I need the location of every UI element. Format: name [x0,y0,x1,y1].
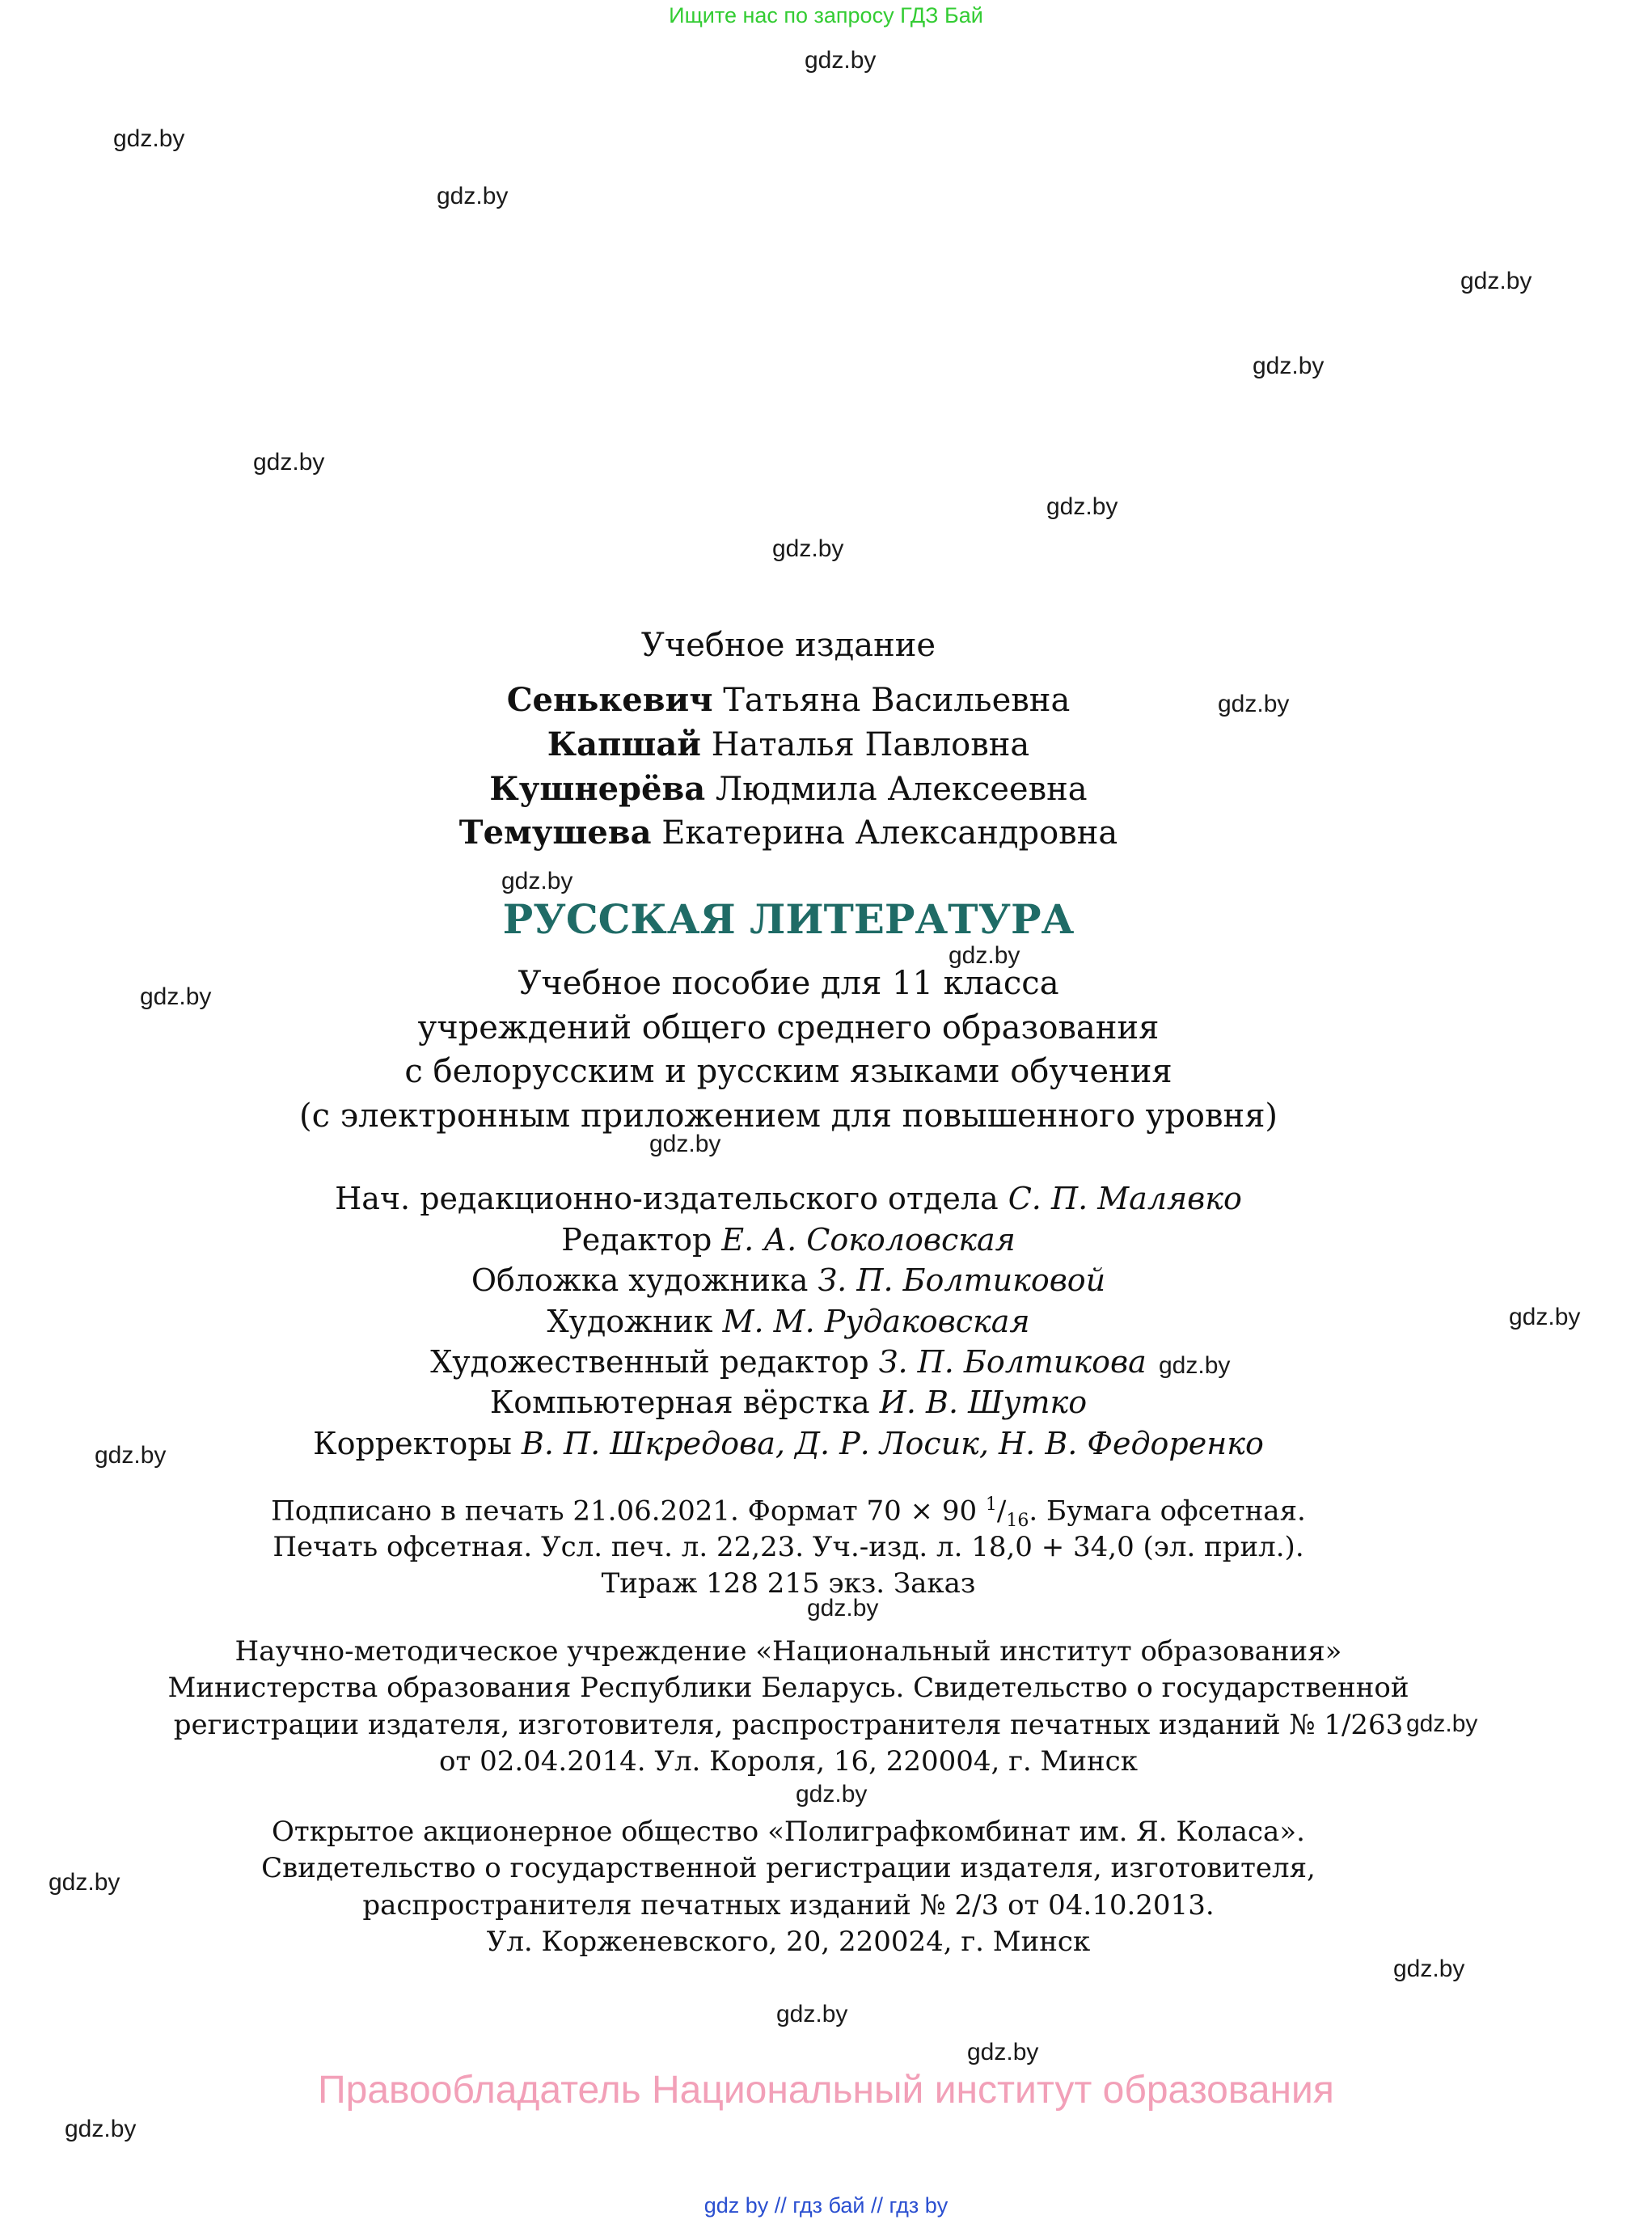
author-given: Екатерина Александровна [661,814,1118,852]
credit-role: Обложка художника [471,1262,809,1298]
author-given: Татьяна Васильевна [723,682,1071,719]
printer-line: Свидетельство о государственной регистрации издателя, изготовителя, [261,1852,1316,1884]
watermark: gdz.by [113,125,185,152]
author-surname: Темушева [458,814,652,852]
watermark: gdz.by [796,1781,868,1808]
subtitle-line: учреждений общего среднего образования [417,1009,1160,1046]
watermark: gdz.by [501,868,573,894]
watermark: gdz.by [1460,268,1532,294]
publisher-line: от 02.04.2014. Ул. Короля, 16, 220004, г. Минск [439,1745,1138,1778]
author-surname: Кушнерёва [489,770,706,808]
author-line [0,814,1577,852]
search-banner[interactable]: Ищите нас по запросу ГДЗ Бай [669,3,983,27]
watermark: gdz.by [65,2116,137,2142]
watermark: gdz.by [1159,1352,1231,1379]
print-info-line: Подписано в печать 21.06.2021. Формат 70 × 90 $^1/_{16}$. Бумага офсетная. [271,1495,1306,1532]
author-surname: Капшай [547,725,701,763]
footer-links[interactable]: gdz by // гдз бай // гдз by [703,2193,949,2218]
printer-line: Ул. Корженевского, 20, 220024, г. Минск [486,1926,1091,1958]
edition-type: Учебное издание [640,627,936,664]
author-line [0,770,1577,808]
subtitle-line: с белорусским и русским языками обучения [404,1053,1172,1090]
watermark: gdz.by [1218,691,1290,717]
credit-role: Корректоры [313,1426,512,1461]
rights-holder: Правообладатель Национальный институт образования [318,2069,1334,2112]
credit-name: З. П. Болтиковой [818,1262,1106,1298]
watermark: gdz.by [772,535,844,562]
author-given: Людмила Алексеевна [715,771,1088,808]
watermark: gdz.by [649,1131,721,1157]
subtitle-line: Учебное пособие для 11 класса [518,965,1059,1002]
credit-name: Е. А. Соколовская [721,1222,1016,1258]
publisher-line: Научно-методическое учреждение «Национальный институт образования» [234,1635,1342,1668]
credit-name: И. В. Шутко [879,1385,1088,1420]
author-line [0,725,1577,763]
credit-line [0,1344,1577,1380]
print-format: Подписано в печать 21.06.2021. Формат 70 × 90 [271,1495,978,1528]
watermark: gdz.by [253,449,325,476]
credit-role: Художник [547,1304,713,1339]
watermark: gdz.by [805,47,877,74]
credit-line [0,1428,1577,1459]
watermark: gdz.by [49,1869,120,1896]
credit-line [0,1222,1577,1258]
watermark: gdz.by [1509,1304,1581,1330]
credit-role: Художественный редактор [430,1344,869,1380]
watermark: gdz.by [807,1595,879,1621]
credit-role: Нач. редакционно-издательского отдела [335,1181,999,1216]
watermark: gdz.by [1406,1710,1478,1737]
watermark: gdz.by [95,1442,167,1469]
credit-name: З. П. Болтикова [878,1344,1147,1380]
print-info-line: Печать офсетная. Усл. печ. л. 22,23. Уч.-изд. л. 18,0 + 34,0 (эл. прил.). [273,1531,1304,1563]
credit-name: С. П. Малявко [1008,1181,1242,1216]
credit-line [0,1306,1577,1337]
printer-line: Открытое акционерное общество «Полиграфкомбинат им. Я. Коласа». [272,1816,1305,1848]
credit-name: В. П. Шкредова, Д. Р. Лосик, Н. В. Федоренко [521,1426,1264,1461]
watermark: gdz.by [140,983,212,1010]
author-surname: Сенькевич [506,681,713,719]
watermark: gdz.by [967,2039,1039,2065]
author-line [0,681,1577,719]
fraction-denominator: 16 [1006,1511,1029,1532]
fraction-numerator: 1 [985,1495,997,1515]
subtitle-line: (с электронным приложением для повышенного уровня) [298,1097,1278,1135]
watermark: gdz.by [1253,353,1325,379]
credit-name: М. М. Рудаковская [722,1304,1030,1339]
printer-line: распространителя печатных изданий № 2/3 от 04.10.2013. [362,1889,1215,1922]
credit-line [0,1183,1577,1214]
print-run: Тираж 128 215 экз. Заказ [601,1567,976,1600]
author-given: Наталья Павловна [711,726,1030,763]
watermark: gdz.by [949,942,1020,969]
watermark: gdz.by [1046,493,1118,520]
paper-type: . Бумага офсетная. [1029,1495,1306,1528]
publisher-line: регистрации издателя, изготовителя, распространителя печатных изданий № 1/263 [173,1709,1404,1741]
credit-line [0,1387,1577,1418]
publisher-line: Министерства образования Республики Беларусь. Свидетельство о государственной [167,1672,1409,1704]
watermark: gdz.by [776,2001,848,2027]
credit-role: Компьютерная вёрстка [489,1385,870,1420]
book-title: РУССКАЯ ЛИТЕРАТУРА [502,895,1075,943]
watermark: gdz.by [1393,1956,1465,1982]
watermark: gdz.by [437,183,509,209]
credit-line [0,1262,1577,1298]
credit-role: Редактор [561,1222,712,1258]
